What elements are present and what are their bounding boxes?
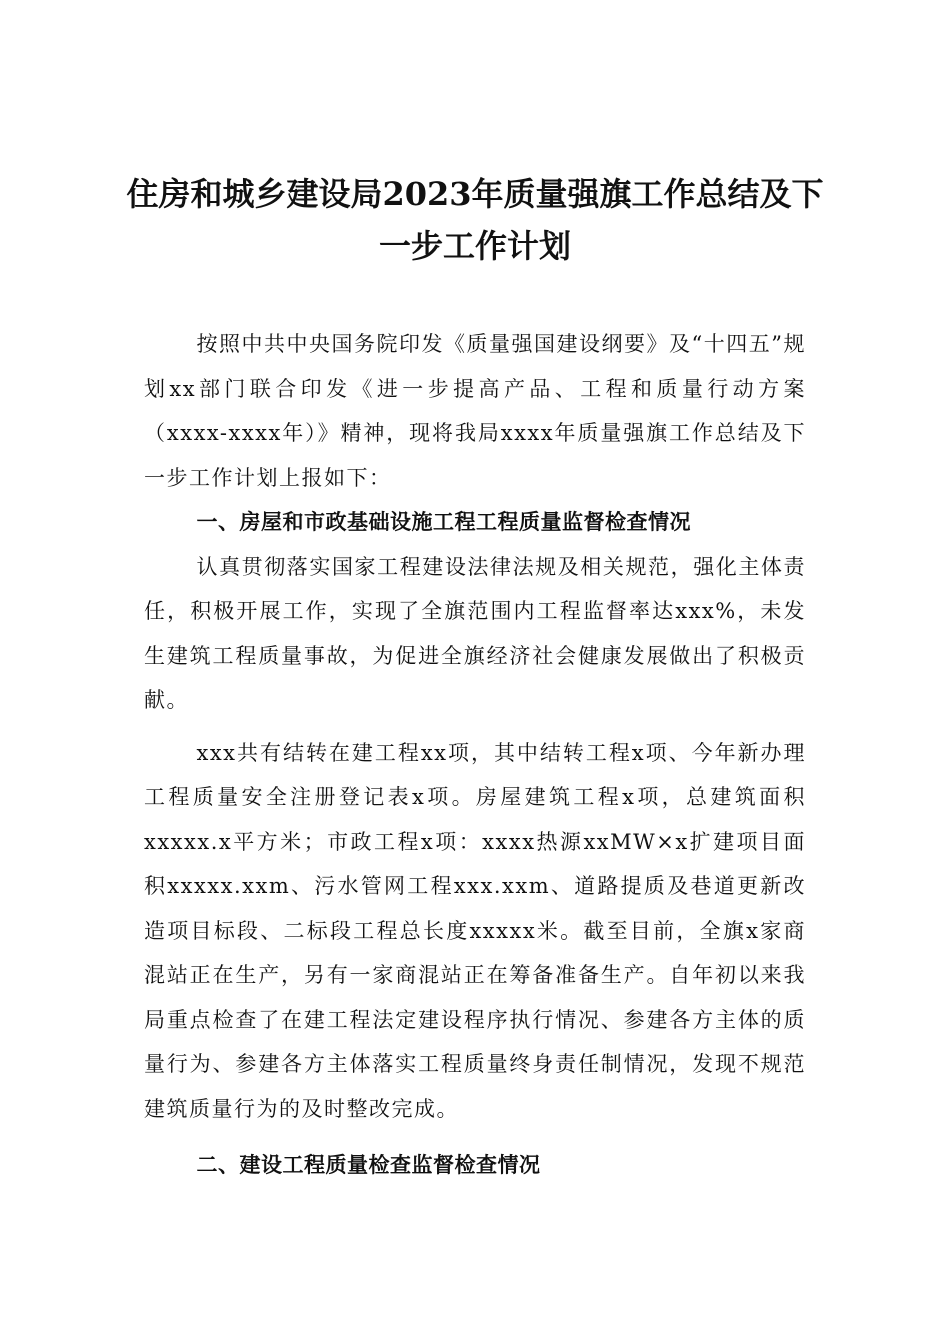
section-1-paragraph-2: xxx共有结转在建工程xx项，其中结转工程x项、今年新办理工程质量安全注册登记表x项。房屋建筑工程x项，总建筑面积xxxxx.x平方米；市政工程x项：xxxx热源xxMW×x扩建项目面积xxxxx.xxm、污水管网工程xxx.xxm、道路提质及巷道更新改造项目标段、二标段工程总长度xxxxx米。截至目前，全旗x家商混站正在生产，另有一家商混站正在筹备准备生产。自年初以来我局重点检查了在建工程法定建设程序执行情况、参建各方主体的质量行为、参建各方主体落实工程质量终身责任制情况，发现不规范建筑质量行为的及时整改完成。 [144, 740, 806, 1121]
intro-paragraph: 按照中共中央国务院印发《质量强国建设纲要》及“十四五”规划xx部门联合印发《进一步提高产品、工程和质量行动方案（xxxx-xxxx年）》精神，现将我局xxxx年质量强旗工作总结及下一步工作计划上报如下： [144, 332, 806, 490]
section-1-heading: 一、房屋和市政基础设施工程工程质量监督检查情况 [196, 510, 691, 534]
document-title: 住房和城乡建设局2023年质量强旗工作总结及下一步工作计划 [126, 175, 824, 265]
section-2-heading: 二、建设工程质量检查监督检查情况 [196, 1153, 541, 1177]
section-1-paragraph-1: 认真贯彻落实国家工程建设法律法规及相关规范，强化主体责任，积极开展工作，实现了全旗范围内工程监督率达xxx%，未发生建筑工程质量事故，为促进全旗经济社会健康发展做出了积极贡献。 [144, 554, 806, 712]
document-body [144, 322, 806, 1188]
